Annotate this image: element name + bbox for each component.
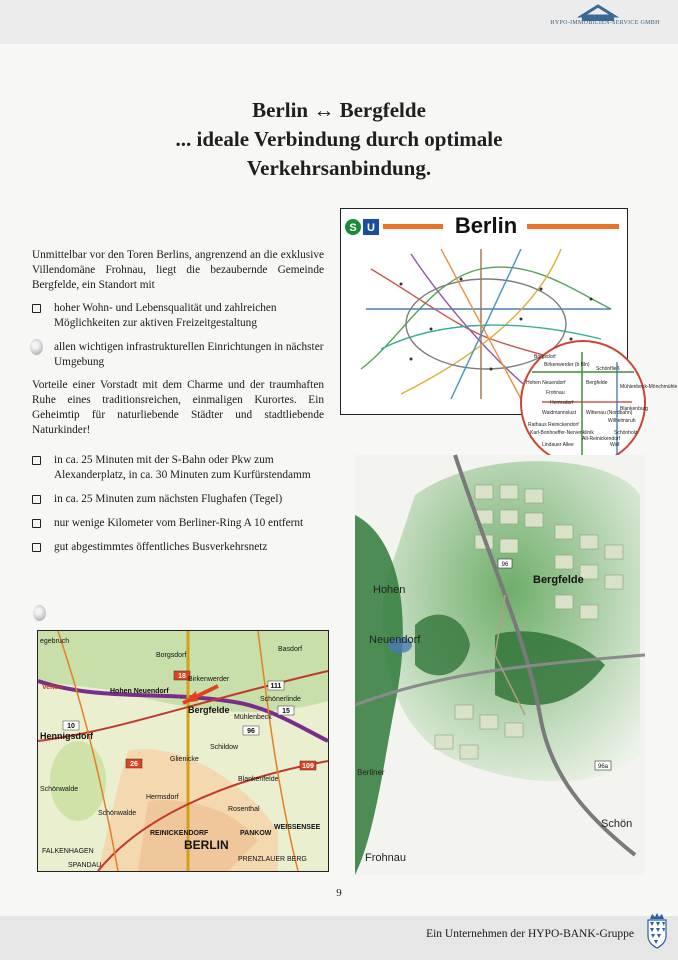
svg-text:Hohen Neuendorf: Hohen Neuendorf: [110, 688, 169, 695]
svg-text:Schönwalde: Schönwalde: [98, 810, 137, 817]
svg-text:Wilhelmsruh: Wilhelmsruh: [608, 418, 636, 424]
svg-text:Birkenwerder (b Bln): Birkenwerder (b Bln): [544, 362, 590, 368]
svg-text:Schönfließ: Schönfließ: [596, 366, 620, 372]
aerial-label: Berliner: [357, 768, 385, 777]
aerial-label: Neuendorf: [369, 634, 421, 646]
svg-text:Alt-Reinickendorf: Alt-Reinickendorf: [582, 436, 621, 442]
list-item: [32, 301, 326, 331]
svg-text:Mühlenbeck-Mönchmühle: Mühlenbeck-Mönchmühle: [620, 384, 678, 390]
list-item: [32, 340, 326, 370]
road-number: 109: [302, 763, 314, 770]
page-number: 9: [336, 887, 342, 899]
road-number: 96: [247, 728, 255, 735]
svg-text:Schönwalde: Schönwalde: [40, 786, 79, 793]
subway-detail-inset: [520, 340, 678, 466]
advantages-paragraph: Vorteile einer Vorstadt mit dem Charme und der traumhaften Ruhe eines traditionsreichen, einmaligen Kurortes. Ein Geheimtip für naturliebende Städter und stadtliebende Naturkinder!: [32, 379, 324, 436]
page-subtitle-line1: ... ideale Verbindung durch optimale: [175, 127, 503, 151]
svg-text:Rathaus Reinickendorf: Rathaus Reinickendorf: [528, 422, 579, 428]
punch-hole-icon: [30, 339, 43, 355]
svg-text:Hermsdorf: Hermsdorf: [146, 794, 179, 801]
aerial-label: Frohnau: [365, 852, 406, 864]
page-title: Berlin ↔ Bergfelde: [252, 98, 426, 122]
bavarian-crest-icon: [644, 912, 670, 950]
aerial-label: Hohen: [373, 584, 406, 596]
svg-text:Waidmannslust: Waidmannslust: [542, 410, 576, 416]
svg-text:Rosenthal: Rosenthal: [228, 806, 260, 813]
aerial-road-number: 96: [501, 562, 509, 568]
svg-text:Borgsdorf: Borgsdorf: [156, 652, 187, 659]
aerial-road-number: 96a: [597, 764, 609, 770]
svg-text:BERLIN: BERLIN: [184, 838, 229, 852]
svg-text:Birkenwerder: Birkenwerder: [188, 676, 230, 683]
checkbox-bullet-icon: [32, 304, 41, 313]
svg-text:Karl-Bonhoeffer-Nervenklinik: Karl-Bonhoeffer-Nervenklinik: [530, 430, 594, 436]
list-item-text: allen wichtigen infrastrukturellen Einrichtungen in nächster Umgebung: [54, 341, 324, 368]
list-item-text: hoher Wohn- und Lebensqualität und zahlreichen Möglichkeiten zur aktiven Freizeitgestaltung: [54, 302, 277, 329]
svg-text:PANKOW: PANKOW: [240, 830, 272, 837]
aerial-illustration: [355, 455, 645, 875]
ubahn-badge: U: [367, 222, 375, 234]
subway-map-title: Berlin: [454, 213, 518, 238]
svg-text:Hermsdorf: Hermsdorf: [550, 400, 574, 406]
feature-list: [32, 301, 326, 370]
list-item-text: gut abgestimmtes öffentliches Busverkehrsnetz: [54, 541, 268, 553]
svg-text:Schönholz: Schönholz: [614, 430, 638, 436]
aerial-label: Bergfelde: [533, 574, 584, 586]
footer-text: Ein Unternehmen der HYPO-BANK-Gruppe: [426, 928, 634, 940]
svg-text:Lindauer Allee: Lindauer Allee: [542, 442, 574, 448]
page-subtitle-line2: Verkehrsanbindung.: [246, 156, 432, 180]
svg-text:Frohnau: Frohnau: [546, 390, 565, 396]
road-number: 15: [282, 708, 290, 715]
svg-text:egebruch: egebruch: [40, 638, 70, 645]
connection-list: [32, 453, 326, 555]
svg-text:Schönerlinde: Schönerlinde: [260, 696, 301, 703]
intro-paragraph: Unmittelbar vor den Toren Berlins, angrenzend an die exklusive Villendomäne Frohnau, liegt die bezaubernde Gemeinde Bergfelde, ein Standort mit: [32, 249, 324, 291]
svg-text:Borgsdorf: Borgsdorf: [534, 354, 556, 360]
sbahn-badge: S: [349, 222, 357, 234]
list-item-text: in ca. 25 Minuten zum nächsten Flughafen (Tegel): [54, 493, 283, 505]
company-name: HYPO-IMMOBILIEN-SERVICE GMBH: [550, 20, 660, 26]
svg-text:Blankenfelde: Blankenfelde: [238, 776, 279, 783]
checkbox-bullet-icon: [32, 519, 41, 528]
svg-text:Glienicke: Glienicke: [170, 756, 199, 763]
road-number: 18: [178, 673, 186, 680]
svg-text:FALKENHAGEN: FALKENHAGEN: [42, 848, 94, 855]
punch-hole-icon: [33, 605, 46, 621]
svg-text:PRENZLAUER BERG: PRENZLAUER BERG: [238, 856, 307, 863]
svg-text:Velten: Velten: [42, 684, 63, 691]
svg-text:Mühlenbeck: Mühlenbeck: [234, 714, 272, 721]
list-item: [32, 540, 326, 555]
svg-text:REINICKENDORF: REINICKENDORF: [150, 830, 209, 837]
aerial-label: Schön: [601, 818, 633, 830]
svg-text:Hohen Neuendorf: Hohen Neuendorf: [526, 380, 566, 386]
svg-text:WEISSENSEE: WEISSENSEE: [274, 824, 321, 831]
list-item: [32, 516, 326, 531]
checkbox-bullet-icon: [32, 456, 41, 465]
list-item: [32, 492, 326, 507]
svg-text:Blankenburg: Blankenburg: [620, 406, 649, 412]
road-number: 10: [67, 723, 75, 730]
svg-text:Wall: Wall: [610, 442, 620, 448]
checkbox-bullet-icon: [32, 495, 41, 504]
svg-text:Wittenau (Nordbahn): Wittenau (Nordbahn): [586, 410, 633, 416]
svg-text:Bergfelde: Bergfelde: [188, 705, 230, 715]
checkbox-bullet-icon: [32, 543, 41, 552]
svg-text:SPANDAU: SPANDAU: [68, 862, 102, 869]
list-item-text: in ca. 25 Minuten mit der S-Bahn oder Pkw zum Alexanderplatz, in ca. 30 Minuten zum Kurfürstendamm: [54, 454, 311, 481]
road-number: 111: [270, 683, 282, 690]
svg-text:Hennigsdorf: Hennigsdorf: [40, 731, 93, 741]
road-number: 26: [130, 761, 138, 768]
svg-text:Bergfelde: Bergfelde: [586, 380, 608, 386]
svg-text:Schildow: Schildow: [210, 744, 239, 751]
road-map: [37, 630, 329, 872]
list-item-text: nur wenige Kilometer vom Berliner-Ring A 10 entfernt: [54, 517, 304, 529]
svg-text:Basdorf: Basdorf: [278, 646, 303, 653]
list-item: [32, 453, 326, 483]
